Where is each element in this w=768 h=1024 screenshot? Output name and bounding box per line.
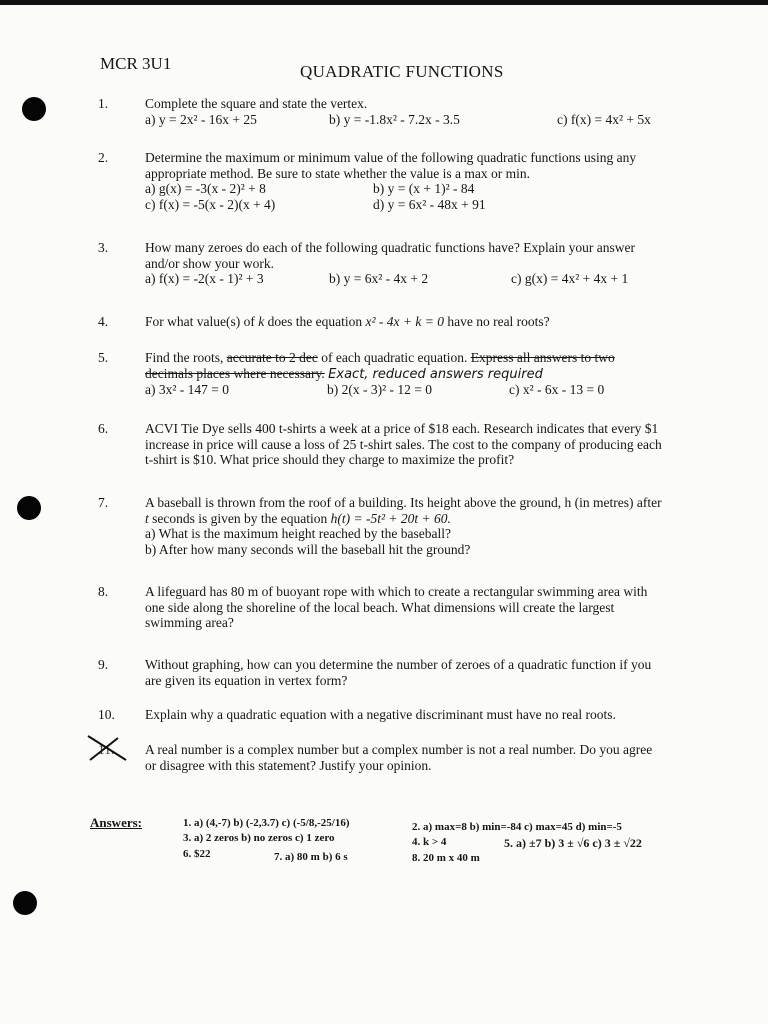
answer-5: 5. a) ±7 b) 3 ± √6 c) 3 ± √22 xyxy=(504,836,642,850)
question-2 xyxy=(92,150,732,213)
question-number: 1. xyxy=(98,96,109,111)
answer-7: 7. a) 80 m b) 6 s xyxy=(274,851,348,863)
question-text: For what value(s) of xyxy=(145,314,259,329)
question-1 xyxy=(92,96,732,128)
part-a: a) y = 2x² - 16x + 25 xyxy=(145,111,257,127)
punch-hole-middle xyxy=(17,496,41,520)
question-text: seconds is given by the equation xyxy=(148,510,331,526)
answer-3: 3. a) 2 zeros b) no zeros c) 1 zero xyxy=(183,832,335,844)
question-text-line: A lifeguard has 80 m of buoyant rope with which to create a rectangular swimming area with xyxy=(145,584,648,599)
question-5 xyxy=(92,350,732,398)
question-text-line: Explain why a quadratic equation with a negative discriminant must have no real roots. xyxy=(145,707,616,722)
question-text: of each quadratic equation. xyxy=(317,350,471,365)
question-number: 3. xyxy=(98,240,109,255)
question-text-line: Determine the maximum or minimum value of the following quadratic functions using any xyxy=(145,150,637,165)
question-text: Complete the square and state the vertex. xyxy=(145,96,368,111)
question-text-line: appropriate method. Be sure to state whether the value is a max or min. xyxy=(145,165,531,181)
top-edge-line xyxy=(0,0,768,5)
part-b: b) 2(x - 3)² - 12 = 0 xyxy=(327,382,433,397)
answer-4: 4. k > 4 xyxy=(412,836,447,848)
part-b: b) y = -1.8x² - 7.2x - 3.5 xyxy=(329,111,460,127)
question-7 xyxy=(92,495,732,557)
question-number: 5. xyxy=(98,350,109,365)
question-text-line: and/or show your work. xyxy=(145,255,274,271)
question-number: 2. xyxy=(98,150,109,165)
part-a: a) What is the maximum height reached by the baseball? xyxy=(145,526,452,541)
equation: h(t) = -5t² + 20t + 60. xyxy=(330,510,451,526)
handwritten-note: Exact, reduced answers required xyxy=(328,366,543,382)
question-text-line: How many zeroes do each of the following quadratic functions have? Explain your answer xyxy=(145,240,635,255)
question-text-line: Without graphing, how can you determine the number of zeroes of a quadratic function if you xyxy=(145,657,652,672)
variable-t: t xyxy=(145,510,149,526)
answer-1: 1. a) (4,-7) b) (-2,3.7) c) (-5/8,-25/16) xyxy=(183,817,350,829)
punch-hole-top xyxy=(22,97,46,121)
question-text-line: ACVI Tie Dye sells 400 t-shirts a week at a price of $18 each. Research indicates that every $1 xyxy=(145,421,659,436)
part-b: b) y = 6x² - 4x + 2 xyxy=(329,271,429,286)
question-number: 4. xyxy=(98,314,109,329)
part-c: c) x² - 6x - 13 = 0 xyxy=(509,382,605,397)
question-10 xyxy=(92,707,732,723)
variable-k: k xyxy=(258,314,265,329)
question-number: 6. xyxy=(98,421,109,436)
answer-8: 8. 20 m x 40 m xyxy=(412,852,480,864)
course-code: MCR 3U1 xyxy=(100,54,172,73)
question-3 xyxy=(92,240,732,287)
equation: x² - 4x + k = 0 xyxy=(365,314,444,329)
answer-2: 2. a) max=8 b) min=-84 c) max=45 d) min=-5 xyxy=(412,821,622,833)
crossed-out-text: decimals places where necessary. xyxy=(145,365,325,381)
punch-hole-bottom xyxy=(13,891,37,915)
part-a: a) f(x) = -2(x - 1)² + 3 xyxy=(145,271,264,286)
part-c: c) g(x) = 4x² + 4x + 1 xyxy=(511,271,629,286)
question-text: does the equation xyxy=(264,314,366,329)
question-text-line: or disagree with this statement? Justify your opinion. xyxy=(145,757,432,773)
question-text-line: increase in price will cause a loss of 25 t-shirt sales. The cost to the company of producing each xyxy=(145,436,662,452)
page-title: QUADRATIC FUNCTIONS xyxy=(300,62,504,81)
question-text-line: swimming area? xyxy=(145,615,234,630)
question-9 xyxy=(92,657,732,688)
question-number: 9. xyxy=(98,657,109,672)
part-b: b) After how many seconds will the baseball hit the ground? xyxy=(145,541,471,557)
part-a: a) g(x) = -3(x - 2)² + 8 xyxy=(145,181,266,196)
question-text: have no real roots? xyxy=(443,314,550,329)
part-c: c) f(x) = -5(x - 2)(x + 4) xyxy=(145,197,276,212)
question-11 xyxy=(92,742,732,773)
part-d: d) y = 6x² - 48x + 91 xyxy=(373,197,486,212)
question-8 xyxy=(92,584,732,631)
question-number: 10. xyxy=(98,707,115,722)
question-number: 11. xyxy=(98,742,115,757)
answer-6: 6. $22 xyxy=(183,848,211,860)
question-text-line: A baseball is thrown from the roof of a building. Its height above the ground, h (in metres) after xyxy=(145,495,662,510)
answers-heading: Answers: xyxy=(90,815,142,830)
question-text-line: A real number is a complex number but a complex number is not a real number. Do you agree xyxy=(145,742,653,757)
question-text-line: one side along the shoreline of the local beach. What dimensions will create the largest xyxy=(145,599,615,615)
question-4 xyxy=(92,314,732,330)
part-b: b) y = (x + 1)² - 84 xyxy=(373,181,475,196)
crossed-out-text: accurate to 2 dec xyxy=(226,350,318,365)
crossed-out-text: Express all answers to two xyxy=(470,350,615,365)
crossed-out-mark xyxy=(86,734,128,762)
question-text-line: t-shirt is $10. What price should they charge to maximize the profit? xyxy=(145,452,515,467)
question-number: 7. xyxy=(98,495,109,510)
question-number: 8. xyxy=(98,584,109,599)
question-text-line: are given its equation in vertex form? xyxy=(145,672,348,688)
part-a: a) 3x² - 147 = 0 xyxy=(145,382,230,397)
part-c: c) f(x) = 4x² + 5x xyxy=(557,111,651,127)
question-text: Find the roots, xyxy=(145,350,227,365)
question-6 xyxy=(92,421,732,468)
